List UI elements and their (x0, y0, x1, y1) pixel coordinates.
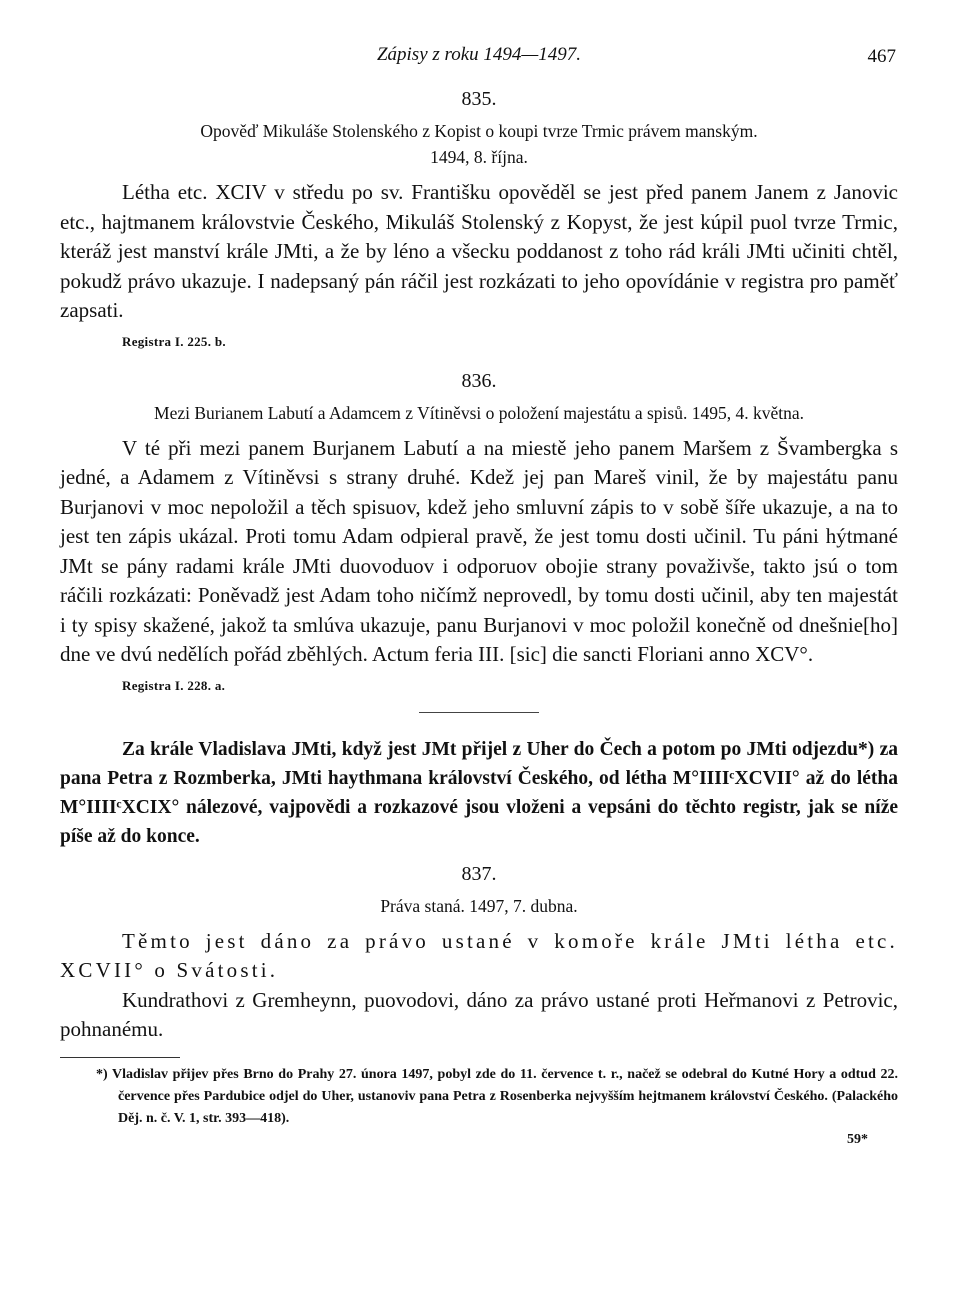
source-reference: Registra I. 225. b. (122, 333, 226, 349)
entry-heading (60, 400, 898, 426)
footnote-rule (60, 1057, 180, 1058)
entry-837 (60, 861, 898, 1045)
entry-heading (60, 118, 898, 170)
entry-number: 837. (461, 862, 497, 885)
entry-paragraph-spaced: Těmto jest dáno za právo ustané v komoře krále JMti létha etc. XCVII° o Svátosti. (60, 928, 898, 982)
entry-heading-line: Opověď Mikuláše Stolenského z Kopist o koupi tvrze Trmic právem manským. (200, 121, 758, 141)
page-number: 467 (867, 46, 896, 67)
running-head (60, 44, 898, 76)
entry-paragraph: V té při mezi panem Burjanem Labutí a na miestě jeho panem Maršem z Švambergka s jedné, a Adamem z Vítiněvsi s strany druhé. Kdež jej pan Mareš vinil, že by majestátu panu Burjanovi v moc nepoložil a těch spisuov, kdež jeho smluvní zápis to v sobě šíře ukazuje, a na to jest ten zápis ukázal. Proti tomu Adam odpieral pravě, že jest tomu dosti učinil. Tu páni hýtmané JMt se pány radami krále JMti duovoduov i odporuov obojie strany považivše, takto jsú o tom ráčili rozkázati: Poněvadž jest Adam toho ničímž neprovedl, by tomu dosti učinil, aby ten majestát i ty spisy skažené, jakož ta smlúva ukazuje, panu Burjanovi v moc položil konečně od dnešnie[ho] dne ve dvú nedělích pořád zběhlých. Actum feria III. [sic] die sancti Floriani anno XCV°. (60, 435, 898, 666)
source-reference: Registra I. 228. a. (122, 677, 226, 693)
entry-paragraph: Kundrathovi z Gremheynn, puovodovi, dáno za právo ustané proti Heřmanovi z Petrovic, pohnanému. (60, 987, 898, 1041)
document-page (60, 44, 898, 1148)
entry-heading-line: Práva staná. 1497, 7. dubna. (380, 895, 578, 916)
entry-number: 836. (461, 369, 497, 392)
footnote: *) Vladislav přijev přes Brno do Prahy 27. února 1497, pobyl zde do 11. července t. r., načež se odebral do Kutné Hory a odtud 22. července přes Pardubice odjel do Uher, ustanoviv pana Petra z Rosenberka nejvyšším hejtmanem království Českého. (Palackého Děj. n. č. V. 1, str. 393—418). (96, 1066, 898, 1126)
entry-835 (60, 86, 898, 352)
entry-heading (60, 893, 898, 919)
entry-paragraph: Létha etc. XCIV v středu po sv. Františku opověděl se jest před panem Janem z Janovic etc., hajtmanem královstvie Českého, Mikuláš Stolenský z Kopyst, že jest kúpil puol tvrze Trmic, kteráž jest manství krále JMti, a že by léno a všecku poddanost z toho rád králi JMti učiniti chtěl, pokudž právo ukazuje. I nadepsaný pán ráčil jest rozkázati to jeho opovídánie v registra pro paměť zapsati. (60, 180, 898, 322)
entry-heading-date: 1494, 8. října. (430, 147, 528, 167)
section-header: Za krále Vladislava JMti, když jest JMt přijel z Uher do Čech a potom po JMti odjezdu*) za pana Petra z Rozmberka, JMti haythmana království Českého, od létha M°IIIIᶜXCVII° až do létha M°IIIIᶜXCIX° nálezové, vajpovědi a rozkazové jsou vloženi a vepsáni do těchto registr, jak se níže píše až do konce. (60, 738, 898, 847)
entry-heading-line: Mezi Burianem Labutí a Adamcem z Vítiněvsi o položení majestátu a spisů. 1495, 4. května. (154, 402, 804, 423)
section-separator (419, 712, 539, 713)
entry-number: 835. (461, 88, 497, 110)
entry-836 (60, 368, 898, 696)
signature-mark: 59* (847, 1131, 868, 1147)
running-title: Zápisy z roku 1494—1497. (376, 44, 582, 65)
